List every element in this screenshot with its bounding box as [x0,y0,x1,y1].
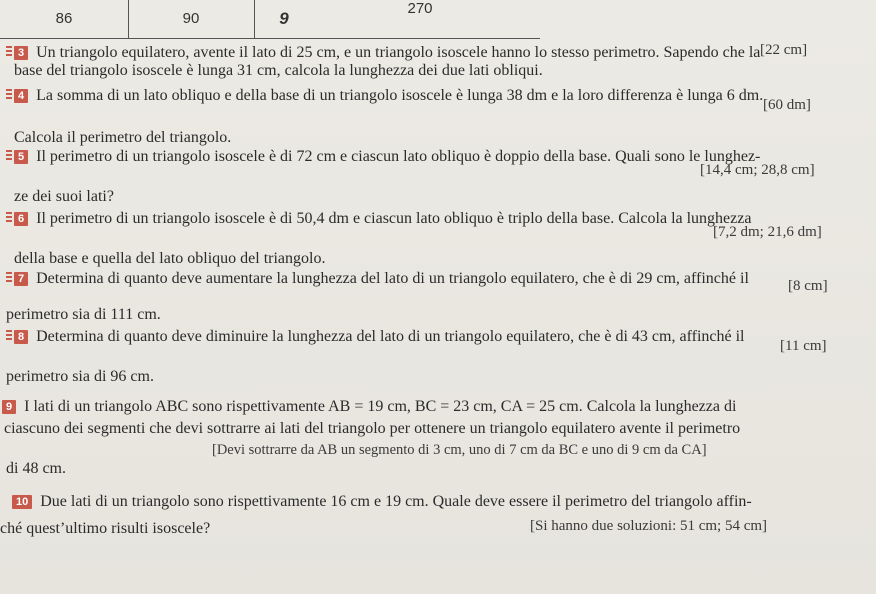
problem-3-line-1: 3 Un triangolo equilatero, avente il lato di 25 cm, e un triangolo isoscele hanno lo stesso perimetro. Sapendo che la [6,44,760,62]
difficulty-marker-icon [6,150,12,162]
problem-number-badge: 4 [14,89,28,103]
problem-7-line-1: 7 Determina di quanto deve aumentare la lunghezza del lato di un triangolo equilatero, che è di 29 cm, affinché il [6,270,749,288]
problem-8-line-1: 8 Determina di quanto deve diminuire la lunghezza del lato di un triangolo equilatero, che è di 43 cm, affinché il [6,328,744,346]
difficulty-marker-icon [6,212,12,224]
top-table-strip [0,0,540,39]
problem-5-answer: [14,4 cm; 28,8 cm] [700,162,815,178]
difficulty-marker-icon [6,89,12,101]
problem-6-line-1: 6 Il perimetro di un triangolo isoscele è di 50,4 dm e ciascun lato obliquo è triplo della base. Calcola la lunghezza [6,210,751,228]
problem-6-answer: [7,2 dm; 21,6 dm] [713,224,822,240]
problem-10-line-1: 10 Due lati di un triangolo sono rispettivamente 16 cm e 19 cm. Quale deve essere il perimetro del triangolo affin- [12,493,752,511]
problem-4-line-1: 4 La somma di un lato obliquo e della base di un triangolo isoscele è lunga 38 dm e la loro differenza è lunga 6 dm. [6,87,763,105]
table-cell: 86 [0,0,129,38]
problem-6-line-2: della base e quella del lato obliquo del triangolo. [14,250,326,267]
problem-8-answer: [11 cm] [780,338,827,354]
problem-7-line-2: perimetro sia di 111 cm. [6,306,161,323]
problem-9-line-1: 9 I lati di un triangolo ABC sono rispettivamente AB = 19 cm, BC = 23 cm, CA = 25 cm. Calcola la lunghezza di [2,398,736,416]
problem-4-line-2: Calcola il perimetro del triangolo. [14,129,232,146]
problem-5-line-2: ze dei suoi lati? [14,188,114,205]
table-cell-handwritten: 9 [279,9,289,28]
table-cell: 90 [128,0,255,38]
problem-number-badge: 6 [14,212,28,226]
difficulty-marker-icon [6,330,12,342]
problem-9-line-2: ciascuno dei segmenti che devi sottrarre ai lati del triangolo per ottenere un triangolo equilatero avente il perimetro [4,420,741,437]
problem-3-answer: [22 cm] [760,42,808,58]
problem-10-answer: [Si hanno due soluzioni: 51 cm; 54 cm] [530,518,768,534]
problem-number-badge: 3 [14,46,28,60]
problem-7-answer: [8 cm] [788,278,828,294]
problem-9-answer: [Devi sottrarre da AB un segmento di 3 cm, uno di 7 cm da BC e uno di 9 cm da CA] [212,442,707,458]
difficulty-marker-icon [6,46,12,58]
problem-number-badge: 7 [14,272,28,286]
problem-number-badge: 8 [14,330,28,344]
problem-9-line-3: di 48 cm. [6,460,66,477]
problem-4-answer: [60 dm] [763,97,811,113]
table-cell: 270 [407,0,433,17]
problem-number-badge: 5 [14,150,28,164]
problem-3-line-2: base del triangolo isoscele è lunga 31 cm, calcola la lunghezza dei due lati obliqui. [14,62,543,79]
problem-number-badge: 10 [12,495,32,509]
problem-5-line-1: 5 Il perimetro di un triangolo isoscele è di 72 cm e ciascun lato obliquo è doppio della base. Quali sono le lunghez- [6,148,760,166]
problem-10-line-2: ché quest’ultimo risulti isoscele? [0,520,211,537]
difficulty-marker-icon [6,272,12,284]
problem-number-badge: 9 [2,400,16,414]
problem-8-line-2: perimetro sia di 96 cm. [6,368,154,385]
